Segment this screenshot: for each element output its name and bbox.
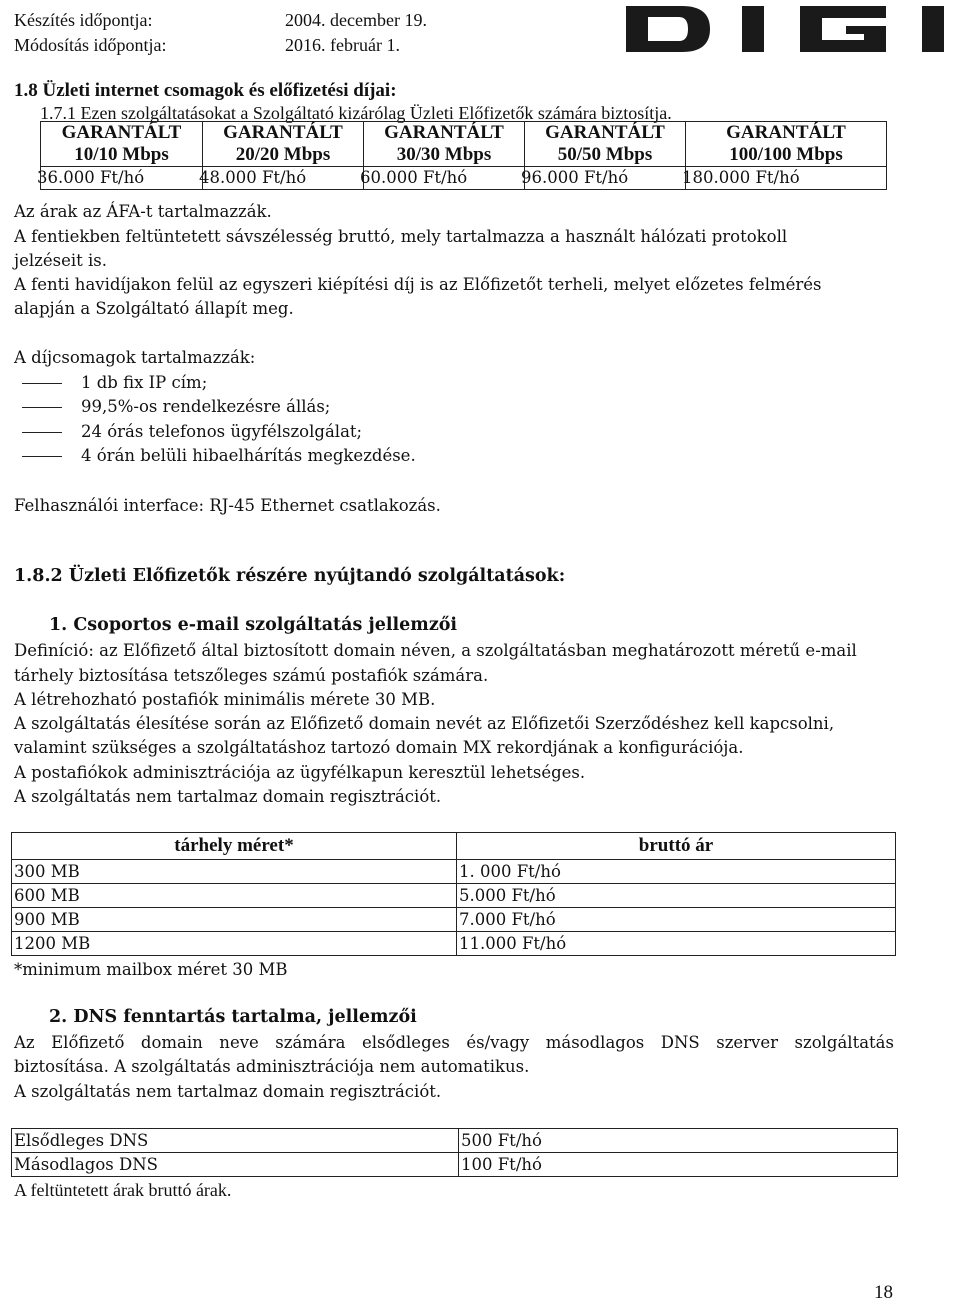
dns-price-table bbox=[11, 1128, 898, 1177]
email-text-line: valamint szükséges a szolgáltatáshoz tartozó domain MX rekordjának a konfigurációja. bbox=[14, 738, 744, 757]
email-service-title: 1. Csoportos e-mail szolgáltatás jellemzői bbox=[49, 615, 458, 635]
vat-note: Az árak az ÁFA-t tartalmazzák. bbox=[14, 202, 272, 221]
dash-bullet bbox=[22, 432, 62, 433]
email-text-line: A létrehozható postafiók minimális mérete 30 MB. bbox=[14, 690, 436, 709]
package-speed: 20/20 Mbps bbox=[235, 144, 331, 165]
dns-footnote: A feltüntetett árak bruttó árak. bbox=[14, 1180, 232, 1200]
package-price: 96.000 Ft/hó bbox=[525, 167, 686, 190]
includes-item: 1 db fix IP cím; bbox=[81, 373, 208, 392]
email-text-line: Definíció: az Előfizető által biztosított domain néven, a szolgáltatásban meghatározott méretű e-mail bbox=[14, 641, 857, 660]
price-cell: 11.000 Ft/hó bbox=[457, 932, 896, 956]
package-cell bbox=[364, 122, 525, 167]
section-title-1-8-2: 1.8.2 Üzleti Előfizetők részére nyújtandó szolgáltatások: bbox=[14, 566, 566, 586]
package-cell bbox=[525, 122, 686, 167]
email-text-line: A szolgáltatás nem tartalmaz domain regisztrációt. bbox=[14, 787, 442, 806]
price-cell: 7.000 Ft/hó bbox=[457, 908, 896, 932]
interface-note: Felhasználói interface: RJ-45 Ethernet csatlakozás. bbox=[14, 496, 441, 515]
includes-item: 24 órás telefonos ügyfélszolgálat; bbox=[81, 422, 363, 441]
dns-text-line: A szolgáltatás nem tartalmaz domain regisztrációt. bbox=[14, 1082, 442, 1101]
setup-fee-note-line-2: alapján a Szolgáltató állapít meg. bbox=[14, 299, 294, 318]
package-cell bbox=[203, 122, 364, 167]
setup-fee-note-line-1: A fenti havidíjakon felül az egyszeri kiépítési díj is az Előfizetőt terheli, melyet előzetes felmérés bbox=[14, 275, 822, 294]
storage-cell: 600 MB bbox=[12, 884, 457, 908]
table-row bbox=[12, 1129, 898, 1153]
created-label: Készítés időpontja: bbox=[14, 10, 153, 30]
package-name-row bbox=[41, 122, 887, 167]
modified-value: 2016. február 1. bbox=[285, 35, 400, 55]
package-speed: 100/100 Mbps bbox=[729, 144, 843, 165]
email-text-line: A postafiókok adminisztrációja az ügyfélkapun keresztül lehetséges. bbox=[14, 763, 586, 782]
table-header-row bbox=[12, 833, 896, 860]
table-row bbox=[12, 932, 896, 956]
package-price: 48.000 Ft/hó bbox=[203, 167, 364, 190]
package-name: GARANTÁLT bbox=[726, 122, 846, 143]
package-name: GARANTÁLT bbox=[223, 122, 343, 143]
package-price: 180.000 Ft/hó bbox=[686, 167, 887, 190]
includes-item: 4 órán belüli hibaelhárítás megkezdése. bbox=[81, 446, 416, 465]
table-header-price: bruttó ár bbox=[457, 833, 896, 860]
package-speed: 10/10 Mbps bbox=[74, 144, 169, 165]
package-cell bbox=[41, 122, 203, 167]
storage-cell: 900 MB bbox=[12, 908, 457, 932]
package-name: GARANTÁLT bbox=[545, 122, 665, 143]
table-row bbox=[12, 884, 896, 908]
dns-text-line: Az Előfizető domain neve számára elsődleges és/vagy másodlagos DNS szerver szolgáltatás bbox=[14, 1033, 894, 1052]
table-row bbox=[12, 860, 896, 884]
bandwidth-note-line-1: A fentiekben feltüntetett sávszélesség bruttó, mely tartalmazza a használt hálózati protokoll bbox=[14, 227, 788, 246]
price-cell: 100 Ft/hó bbox=[459, 1153, 898, 1177]
package-speed: 30/30 Mbps bbox=[396, 144, 492, 165]
section-title-1-8: 1.8 Üzleti internet csomagok és előfizetési díjai: bbox=[14, 80, 397, 101]
price-cell: 500 Ft/hó bbox=[459, 1129, 898, 1153]
includes-title: A díjcsomagok tartalmazzák: bbox=[14, 348, 256, 367]
package-price-row bbox=[41, 167, 887, 190]
package-speed: 50/50 Mbps bbox=[557, 144, 653, 165]
dash-bullet bbox=[22, 383, 62, 384]
package-cell bbox=[686, 122, 887, 167]
dns-text-line: biztosítása. A szolgáltatás adminisztrációja nem automatikus. bbox=[14, 1057, 530, 1076]
package-price: 36.000 Ft/hó bbox=[41, 167, 203, 190]
digi-logo bbox=[624, 4, 957, 54]
package-price: 60.000 Ft/hó bbox=[364, 167, 525, 190]
dash-bullet bbox=[22, 456, 62, 457]
table-row bbox=[12, 1153, 898, 1177]
bandwidth-note-line-2: jelzéseit is. bbox=[14, 251, 107, 270]
table-header-storage: tárhely méret* bbox=[12, 833, 457, 860]
storage-cell: 1200 MB bbox=[12, 932, 457, 956]
price-cell: 1. 000 Ft/hó bbox=[457, 860, 896, 884]
email-text-line: A szolgáltatás élesítése során az Előfizető domain nevét az Előfizetői Szerződéshez kell kapcsolni, bbox=[14, 714, 835, 733]
package-name: GARANTÁLT bbox=[61, 122, 182, 143]
section-sub-1-7-1: 1.7.1 Ezen szolgáltatásokat a Szolgáltató kizárólag Üzleti Előfizetők számára biztosítja. bbox=[40, 103, 672, 123]
package-name: GARANTÁLT bbox=[384, 122, 504, 143]
includes-item: 99,5%-os rendelkezésre állás; bbox=[81, 397, 331, 416]
created-value: 2004. december 19. bbox=[285, 10, 427, 30]
dns-service-title: 2. DNS fenntartás tartalma, jellemzői bbox=[49, 1007, 417, 1027]
dns-type-cell: Elsődleges DNS bbox=[12, 1129, 459, 1153]
storage-cell: 300 MB bbox=[12, 860, 457, 884]
email-text-line: tárhely biztosítása tetszőleges számú postafiók számára. bbox=[14, 666, 489, 685]
mailbox-footnote: *minimum mailbox méret 30 MB bbox=[14, 960, 288, 979]
modified-label: Módosítás időpontja: bbox=[14, 35, 167, 55]
dns-type-cell: Másodlagos DNS bbox=[12, 1153, 459, 1177]
dash-bullet bbox=[22, 407, 62, 408]
table-row bbox=[12, 908, 896, 932]
price-cell: 5.000 Ft/hó bbox=[457, 884, 896, 908]
page-number: 18 bbox=[874, 1282, 893, 1303]
mailbox-price-table bbox=[11, 832, 896, 956]
package-price-table bbox=[37, 121, 887, 190]
